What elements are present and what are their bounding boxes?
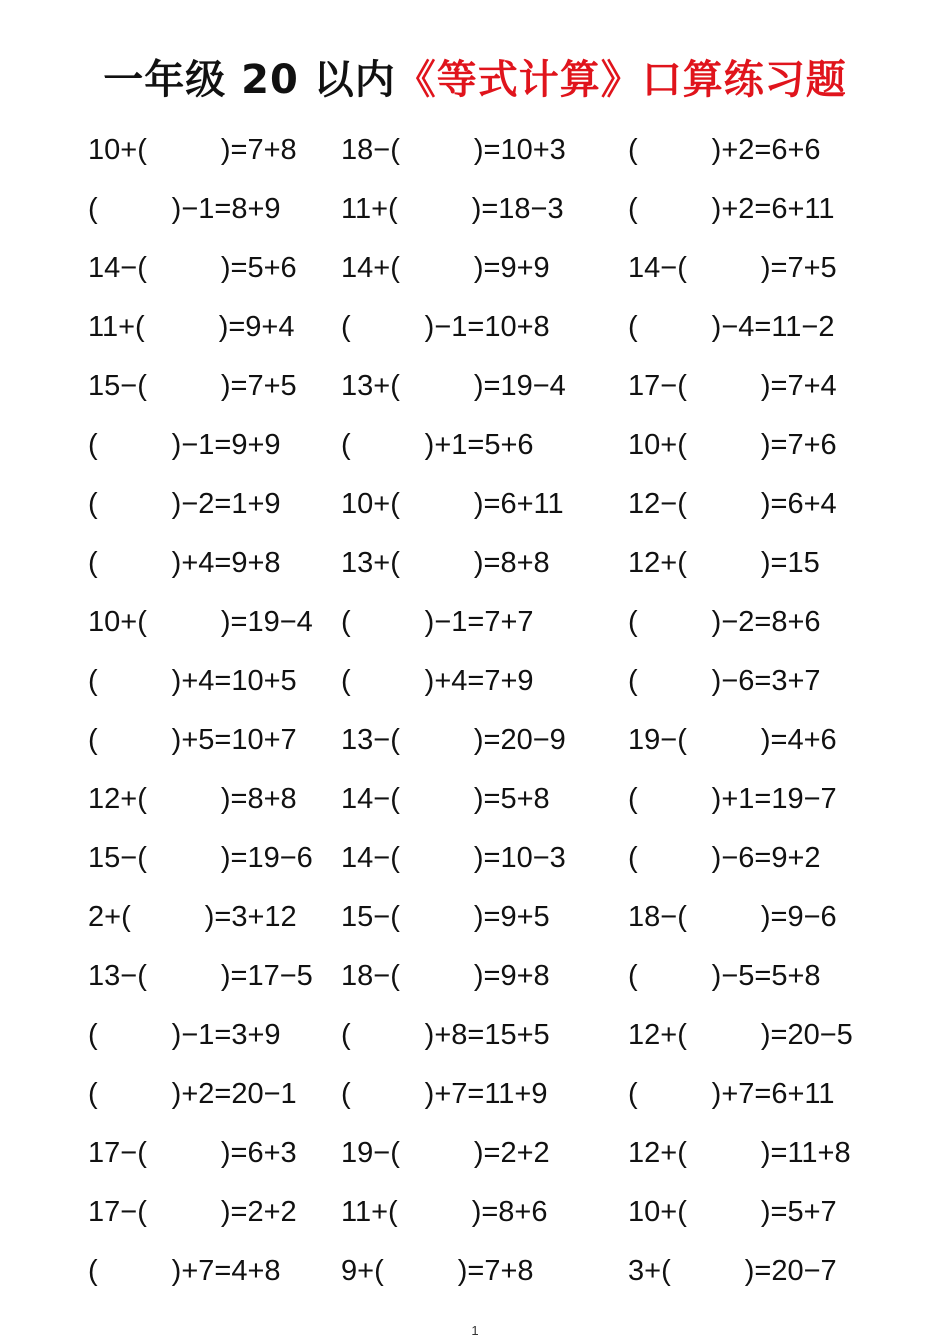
equation-right-part: )+4=7+9: [424, 664, 534, 697]
equation-left-part: (: [628, 664, 638, 697]
problem-row: [0, 710, 950, 769]
equation-right-part: )=15: [760, 546, 820, 579]
equation-right-part: )−2=1+9: [171, 487, 281, 520]
equation-problem: [341, 592, 534, 651]
equation-right-part: )=2+2: [220, 1195, 297, 1228]
equation-right-part: )+1=19−7: [711, 782, 837, 815]
equation-left-part: 11+(: [341, 1195, 398, 1228]
equation-problem: [88, 1241, 281, 1300]
equation-right-part: )=17−5: [220, 959, 313, 992]
equation-problem: [628, 179, 835, 238]
equation-left-part: (: [88, 546, 98, 579]
equation-problem: [341, 297, 550, 356]
equation-problem: [628, 828, 821, 887]
equation-left-part: 2+(: [88, 900, 131, 933]
equation-left-part: 10+(: [88, 133, 147, 166]
equation-left-part: (: [88, 1254, 98, 1287]
problem-row: [0, 533, 950, 592]
equation-left-part: 17−(: [88, 1195, 147, 1228]
equation-problem: [628, 887, 837, 946]
equation-right-part: )−4=11−2: [711, 310, 835, 343]
equation-problem: [341, 710, 566, 769]
equation-right-part: )=2+2: [473, 1136, 550, 1169]
equation-problem: [341, 651, 534, 710]
equation-problem: [628, 769, 837, 828]
equation-right-part: )−1=3+9: [171, 1018, 281, 1051]
equation-left-part: 15−(: [341, 900, 400, 933]
equation-problem: [88, 533, 281, 592]
equation-left-part: (: [628, 310, 638, 343]
equation-left-part: (: [341, 664, 351, 697]
equation-left-part: (: [88, 664, 98, 697]
equation-right-part: )+7=6+11: [711, 1077, 835, 1110]
equation-right-part: )=7+5: [760, 251, 837, 284]
problem-row: [0, 1123, 950, 1182]
equation-left-part: 10+(: [88, 605, 147, 638]
equation-left-part: (: [628, 1077, 638, 1110]
equation-left-part: 12+(: [628, 1136, 687, 1169]
equation-problem: [88, 1005, 281, 1064]
equation-right-part: )−1=7+7: [424, 605, 534, 638]
page-title: [0, 52, 950, 108]
equation-right-part: )+2=6+6: [711, 133, 821, 166]
equation-left-part: (: [628, 841, 638, 874]
equation-left-part: (: [88, 192, 98, 225]
equation-left-part: 12+(: [628, 1018, 687, 1051]
equation-left-part: 14−(: [341, 841, 400, 874]
problem-row: [0, 1241, 950, 1300]
problem-row: [0, 1064, 950, 1123]
equation-left-part: 13−(: [341, 723, 400, 756]
equation-problem: [628, 1123, 851, 1182]
equation-left-part: 14−(: [341, 782, 400, 815]
equation-left-part: (: [88, 428, 98, 461]
equation-left-part: (: [628, 133, 638, 166]
equation-right-part: )=18−3: [471, 192, 564, 225]
equation-problem: [628, 1182, 837, 1241]
equation-problem: [88, 474, 281, 533]
equation-right-part: )=7+6: [760, 428, 837, 461]
equation-left-part: (: [88, 723, 98, 756]
problem-row: [0, 415, 950, 474]
equation-right-part: )=11+8: [760, 1136, 851, 1169]
equation-right-part: )=9−6: [760, 900, 837, 933]
equation-problem: [341, 356, 566, 415]
equation-problem: [88, 356, 297, 415]
equation-right-part: )−1=9+9: [171, 428, 281, 461]
equation-right-part: )=8+8: [473, 546, 550, 579]
equation-left-part: 14+(: [341, 251, 400, 284]
equation-problem: [88, 592, 313, 651]
equation-right-part: )+5=10+7: [171, 723, 297, 756]
problem-row: [0, 1005, 950, 1064]
equation-left-part: (: [341, 428, 351, 461]
equation-problem: [628, 1064, 835, 1123]
problem-row: [0, 179, 950, 238]
equation-problem: [628, 238, 837, 297]
equation-problem: [628, 120, 821, 179]
problem-row: [0, 887, 950, 946]
problem-row: [0, 946, 950, 1005]
equation-right-part: )=19−4: [220, 605, 313, 638]
equation-right-part: )=7+4: [760, 369, 837, 402]
equation-right-part: )−5=5+8: [711, 959, 821, 992]
equation-right-part: )=10+3: [473, 133, 566, 166]
equation-right-part: )+1=5+6: [424, 428, 534, 461]
equation-problem: [628, 946, 821, 1005]
equation-problem: [341, 1005, 550, 1064]
equation-left-part: 10+(: [341, 487, 400, 520]
equation-right-part: )+4=9+8: [171, 546, 281, 579]
equation-problem: [341, 238, 550, 297]
problem-row: [0, 592, 950, 651]
equation-left-part: 13−(: [88, 959, 147, 992]
equation-left-part: (: [341, 310, 351, 343]
title-part-grade: 一年级 20 以内: [103, 57, 396, 103]
problem-row: [0, 120, 950, 179]
equation-right-part: )−6=9+2: [711, 841, 821, 874]
equation-problem: [628, 415, 837, 474]
equation-problem: [88, 1182, 297, 1241]
problem-row: [0, 769, 950, 828]
equation-left-part: (: [628, 782, 638, 815]
equation-left-part: (: [628, 959, 638, 992]
equation-left-part: 10+(: [628, 1195, 687, 1228]
equation-left-part: 11+(: [341, 192, 398, 225]
equation-left-part: 12+(: [628, 546, 687, 579]
equation-problem: [341, 1241, 534, 1300]
equation-right-part: )=6+4: [760, 487, 837, 520]
equation-problem: [341, 120, 566, 179]
equation-right-part: )=5+6: [220, 251, 297, 284]
equation-left-part: 15−(: [88, 841, 147, 874]
equation-left-part: 12+(: [88, 782, 147, 815]
page-number: 1: [471, 1323, 479, 1338]
equation-right-part: )−1=10+8: [424, 310, 550, 343]
equation-left-part: (: [628, 192, 638, 225]
equation-right-part: )−2=8+6: [711, 605, 821, 638]
equation-left-part: 11+(: [88, 310, 145, 343]
equation-right-part: )=8+8: [220, 782, 297, 815]
equation-problem: [341, 474, 564, 533]
equation-left-part: 17−(: [88, 1136, 147, 1169]
equation-right-part: )+7=11+9: [424, 1077, 548, 1110]
equation-left-part: (: [88, 1018, 98, 1051]
equation-left-part: 13+(: [341, 369, 400, 402]
equation-left-part: (: [341, 1077, 351, 1110]
equation-problem: [88, 179, 281, 238]
equation-problem: [88, 946, 313, 1005]
equation-left-part: 18−(: [628, 900, 687, 933]
problem-row: [0, 297, 950, 356]
problem-row: [0, 238, 950, 297]
equation-right-part: )=20−9: [473, 723, 566, 756]
problem-row: [0, 356, 950, 415]
title-part-exercises: 口算练习题: [641, 57, 847, 103]
equation-problem: [628, 710, 837, 769]
problem-row: [0, 474, 950, 533]
equation-left-part: 10+(: [628, 428, 687, 461]
equation-problem: [88, 710, 297, 769]
equation-problem: [88, 297, 295, 356]
equation-problem: [628, 1241, 837, 1300]
equation-right-part: )=5+8: [473, 782, 550, 815]
equation-problem: [628, 533, 820, 592]
equation-problem: [341, 415, 534, 474]
equation-right-part: )=7+8: [457, 1254, 534, 1287]
equation-problem: [628, 651, 821, 710]
equation-right-part: )=7+8: [220, 133, 297, 166]
equation-problem: [341, 1123, 550, 1182]
equation-right-part: )=19−4: [473, 369, 566, 402]
equation-problem: [341, 946, 550, 1005]
equation-right-part: )=19−6: [220, 841, 313, 874]
equation-right-part: )=4+6: [760, 723, 837, 756]
equation-left-part: 13+(: [341, 546, 400, 579]
equation-right-part: )=9+8: [473, 959, 550, 992]
equation-left-part: 17−(: [628, 369, 687, 402]
equation-left-part: 19−(: [341, 1136, 400, 1169]
equation-left-part: (: [88, 487, 98, 520]
equation-left-part: 18−(: [341, 133, 400, 166]
equation-problem: [341, 828, 566, 887]
equation-problem: [341, 887, 550, 946]
equation-problem: [341, 1182, 548, 1241]
equation-right-part: )=6+11: [473, 487, 564, 520]
equation-right-part: )=7+5: [220, 369, 297, 402]
equation-problem: [628, 297, 835, 356]
equation-left-part: (: [628, 605, 638, 638]
equation-left-part: (: [341, 1018, 351, 1051]
equation-right-part: )=10−3: [473, 841, 566, 874]
equation-right-part: )=6+3: [220, 1136, 297, 1169]
equation-problem: [88, 120, 297, 179]
equation-right-part: )+2=20−1: [171, 1077, 297, 1110]
equation-problem: [88, 1064, 297, 1123]
equation-problem: [88, 651, 297, 710]
equation-problem: [88, 1123, 297, 1182]
equation-problem: [341, 1064, 548, 1123]
equation-right-part: )−1=8+9: [171, 192, 281, 225]
equation-left-part: (: [88, 1077, 98, 1110]
problem-row: [0, 828, 950, 887]
title-part-topic: 《等式计算》: [395, 57, 642, 103]
equation-left-part: (: [341, 605, 351, 638]
problem-grid: [0, 120, 950, 1300]
equation-left-part: 9+(: [341, 1254, 384, 1287]
equation-problem: [341, 769, 550, 828]
equation-right-part: )=20−5: [760, 1018, 853, 1051]
equation-right-part: )=5+7: [760, 1195, 837, 1228]
equation-problem: [341, 533, 550, 592]
equation-problem: [88, 415, 281, 474]
equation-left-part: 18−(: [341, 959, 400, 992]
equation-left-part: 3+(: [628, 1254, 671, 1287]
equation-right-part: )+4=10+5: [171, 664, 297, 697]
equation-problem: [341, 179, 564, 238]
equation-right-part: )+7=4+8: [171, 1254, 281, 1287]
equation-problem: [628, 356, 837, 415]
equation-right-part: )=20−7: [744, 1254, 837, 1287]
equation-right-part: )=9+5: [473, 900, 550, 933]
equation-left-part: 12−(: [628, 487, 687, 520]
equation-problem: [628, 1005, 853, 1064]
equation-left-part: 15−(: [88, 369, 147, 402]
equation-problem: [628, 592, 821, 651]
equation-right-part: )=3+12: [204, 900, 297, 933]
equation-right-part: )+2=6+11: [711, 192, 835, 225]
equation-right-part: )−6=3+7: [711, 664, 821, 697]
problem-row: [0, 1182, 950, 1241]
equation-problem: [88, 828, 313, 887]
equation-problem: [88, 238, 297, 297]
equation-problem: [628, 474, 837, 533]
equation-left-part: 14−(: [628, 251, 687, 284]
problem-row: [0, 651, 950, 710]
equation-problem: [88, 769, 297, 828]
equation-right-part: )=8+6: [471, 1195, 548, 1228]
equation-problem: [88, 887, 297, 946]
equation-right-part: )=9+4: [218, 310, 295, 343]
equation-left-part: 19−(: [628, 723, 687, 756]
equation-left-part: 14−(: [88, 251, 147, 284]
equation-right-part: )=9+9: [473, 251, 550, 284]
equation-right-part: )+8=15+5: [424, 1018, 550, 1051]
